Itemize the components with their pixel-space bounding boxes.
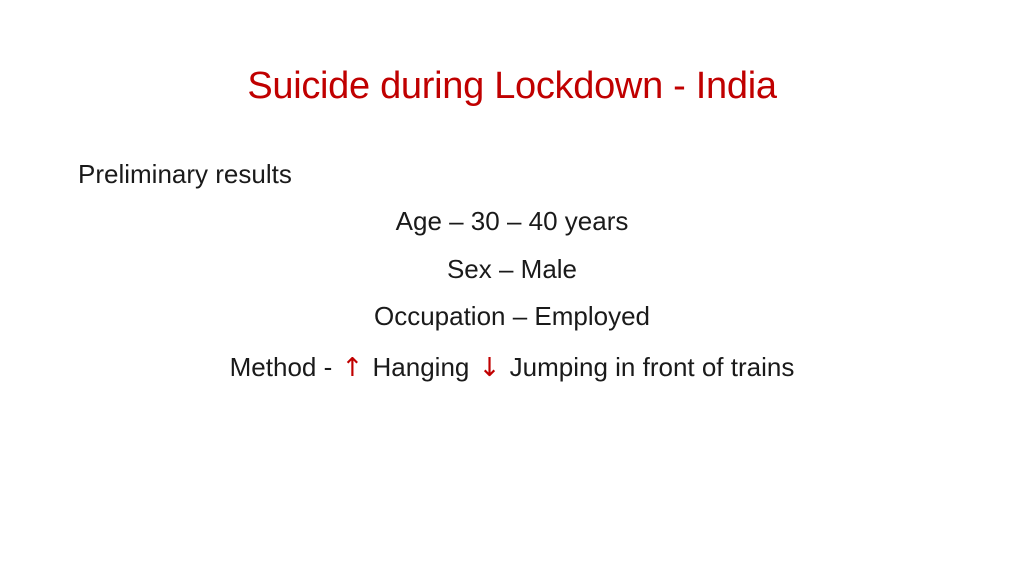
arrow-down-icon: ↓	[478, 353, 501, 383]
arrow-up-icon: ↑	[341, 353, 364, 383]
age-line: Age – 30 – 40 years	[395, 206, 629, 236]
method-line	[0, 349, 1024, 386]
method-prefix: Method -	[229, 352, 333, 382]
occupation-line: Occupation – Employed	[373, 301, 651, 331]
method-up-text: Hanging	[372, 352, 470, 382]
sex-line: Sex – Male	[446, 254, 578, 284]
slide-subtitle: Preliminary results	[78, 159, 292, 189]
method-down-text: Jumping in front of trains	[509, 352, 795, 382]
slide-title: Suicide during Lockdown - India	[247, 65, 777, 107]
